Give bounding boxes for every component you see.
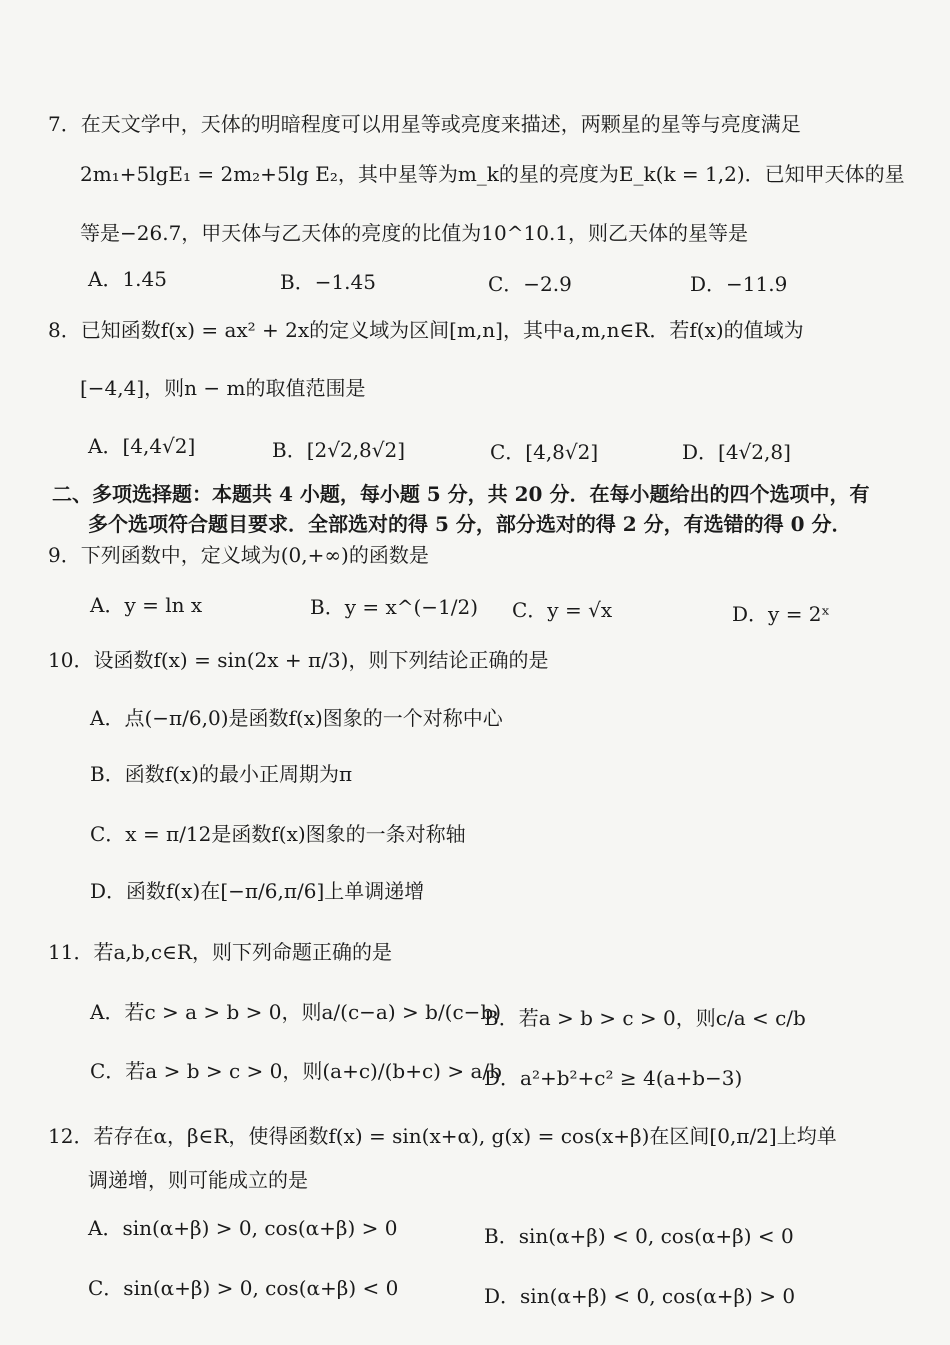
q10-option-c: C．x = π/12是函数f(x)图象的一条对称轴 bbox=[90, 822, 466, 846]
q10-option-d: D．函数f(x)在[−π/6,π/6]上单调递增 bbox=[90, 879, 425, 903]
q8-option-a: A．[4,4√2] bbox=[88, 434, 196, 458]
q9-option-b: B．y = x^(−1/2) bbox=[310, 595, 479, 619]
q8-option-b: B．[2√2,8√2] bbox=[272, 438, 406, 462]
q10-option-b: B．函数f(x)的最小正周期为π bbox=[90, 762, 353, 786]
q11-option-a: A．若c > a > b > 0，则a/(c−a) > b/(c−b) bbox=[90, 1000, 502, 1024]
q7-option-a: A．1.45 bbox=[88, 267, 167, 291]
q7-option-c: C．−2.9 bbox=[488, 272, 572, 296]
q9-option-c: C．y = √x bbox=[512, 598, 613, 622]
q10-stem: 10．设函数f(x) = sin(2x + π/3)，则下列结论正确的是 bbox=[48, 648, 549, 672]
section-2-heading: 二、多项选择题：本题共 4 小题，每小题 5 分，共 20 分．在每小题给出的四个选项中，有 bbox=[52, 482, 870, 506]
q11-option-d: D．a²+b²+c² ≥ 4(a+b−3) bbox=[484, 1066, 743, 1090]
q7-option-d: D．−11.9 bbox=[690, 272, 788, 296]
q7-option-b: B．−1.45 bbox=[280, 270, 376, 294]
q8-line-1: 8．已知函数f(x) = ax² + 2x的定义域为区间[m,n]，其中a,m,n∈R．若f(x)的值域为 bbox=[48, 318, 804, 342]
q7-line-2: 2m₁+5lgE₁ = 2m₂+5lg E₂，其中星等为m_k的星的亮度为E_k(k = 1,2)．已知甲天体的星 bbox=[80, 162, 905, 186]
q8-option-c: C．[4,8√2] bbox=[490, 440, 599, 464]
q8-option-d: D．[4√2,8] bbox=[682, 440, 791, 464]
q8-line-2: [−4,4]，则n − m的取值范围是 bbox=[80, 376, 366, 400]
q7-line-3: 等是−26.7，甲天体与乙天体的亮度的比值为10^10.1，则乙天体的星等是 bbox=[80, 221, 749, 245]
q9-stem: 9．下列函数中，定义域为(0,+∞)的函数是 bbox=[48, 543, 429, 567]
section-2-instructions: 多个选项符合题目要求．全部选对的得 5 分，部分选对的得 2 分，有选错的得 0 分． bbox=[88, 512, 852, 536]
q12-line-2: 调递增，则可能成立的是 bbox=[88, 1168, 308, 1192]
q12-option-a: A．sin(α+β) > 0, cos(α+β) > 0 bbox=[88, 1216, 398, 1240]
q12-option-d: D．sin(α+β) < 0, cos(α+β) > 0 bbox=[484, 1284, 796, 1308]
q9-option-a: A．y = ln x bbox=[90, 593, 203, 617]
q12-option-c: C．sin(α+β) > 0, cos(α+β) < 0 bbox=[88, 1276, 399, 1300]
q11-option-c: C．若a > b > c > 0，则(a+c)/(b+c) > a/b bbox=[90, 1059, 502, 1083]
q10-option-a: A．点(−π/6,0)是函数f(x)图象的一个对称中心 bbox=[90, 706, 503, 730]
q11-stem: 11．若a,b,c∈R，则下列命题正确的是 bbox=[48, 940, 392, 964]
q11-option-b: B．若a > b > c > 0，则c/a < c/b bbox=[484, 1006, 806, 1030]
q12-line-1: 12．若存在α，β∈R，使得函数f(x) = sin(x+α), g(x) = cos(x+β)在区间[0,π/2]上均单 bbox=[48, 1124, 837, 1148]
q9-option-d: D．y = 2ˣ bbox=[732, 602, 831, 626]
q12-option-b: B．sin(α+β) < 0, cos(α+β) < 0 bbox=[484, 1224, 794, 1248]
q7-line-1: 7．在天文学中，天体的明暗程度可以用星等或亮度来描述，两颗星的星等与亮度满足 bbox=[48, 112, 801, 136]
